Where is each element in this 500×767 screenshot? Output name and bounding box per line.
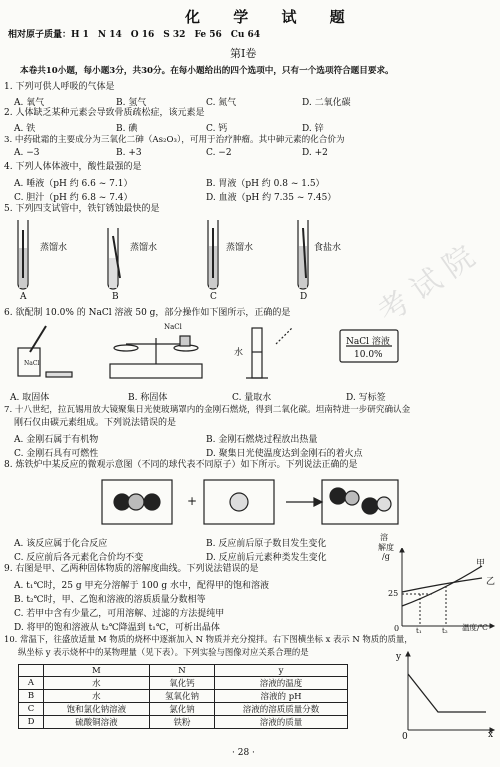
q10-graph (398, 650, 498, 736)
q4-option-b: B. 胃液（pH 约 0.8 ~ 1.5） (206, 179, 325, 189)
q5-test-tubes-figure (8, 218, 368, 302)
q9-option-d: D. 将甲的饱和溶液从 t₂℃降温到 t₁℃，可析出晶体 (14, 623, 220, 633)
q7-option-b: B. 金刚石燃烧过程放出热量 (206, 435, 318, 445)
q9-stem: 9. 右图是甲、乙两种固体物质的溶解度曲线。下列说法错误的是 (4, 564, 259, 574)
table-header-row (19, 665, 348, 677)
q6-stem: 6. 欲配制 10.0% 的 NaCl 溶液 50 g，部分操作如下图所示，正确的是 (4, 308, 291, 318)
q9-graph-t2: t₂ (442, 627, 448, 635)
q1-option-b: B. 氢气 (116, 98, 147, 108)
q8-plus-sign: + (187, 494, 198, 508)
q5-tube-b-label: 蒸馏水 (130, 243, 158, 253)
q7-option-c: C. 金刚石具有可燃性 (14, 449, 99, 459)
q10-graph-y-label: y (396, 652, 402, 662)
q1-option-a: A. 氧气 (14, 98, 45, 108)
q6-label-line1: NaCl 溶液 (346, 337, 390, 347)
table-cell: 溶液的溶质质量分数 (215, 703, 348, 716)
table-header-cell: y (215, 665, 348, 677)
q9-graph-yi: 乙 (486, 577, 496, 587)
table-cell: D (19, 716, 44, 729)
table-cell: A (19, 677, 44, 690)
q9-graph-jia: 甲 (476, 559, 486, 569)
q9-graph-xlabel: 温度/℃ (462, 623, 488, 632)
table-cell: 铁粉 (149, 716, 214, 729)
q8-option-d: D. 反应前后元素种类发生变化 (206, 553, 327, 563)
q7-stem-line1: 7. 十八世纪，拉瓦锡用放大镜聚集日光使玻璃罩内的金刚石燃烧，得到二氧化碳。坦南特进一步研究确认金 (4, 405, 411, 415)
q9-option-b: B. t₂℃时，甲、乙饱和溶液的溶质质量分数相等 (14, 595, 206, 605)
q8-option-c: C. 反应前后各元素化合价均不变 (14, 553, 144, 563)
q1-stem: 1. 下列可供人呼吸的气体是 (4, 82, 115, 92)
q6-operations-figure (10, 322, 400, 384)
q5-option-b: B (112, 292, 119, 302)
q5-stem: 5. 下列四支试管中，铁钉锈蚀最快的是 (4, 204, 160, 214)
table-row (19, 690, 348, 703)
q2-option-d: D. 锌 (302, 124, 324, 134)
q2-option-c: C. 钙 (206, 124, 228, 134)
instructions: 本卷共10小题，每小题3分，共30分。在每小题给出的四个选项中，只有一个选项符合题目要求。 (20, 66, 394, 76)
q6-label-line2: 10.0% (354, 350, 383, 360)
q3-option-d: D. +2 (302, 148, 328, 158)
q8-reaction-figure (100, 478, 400, 528)
q9-graph-ylabel-2: 解度 (378, 543, 394, 552)
atomic-masses: 相对原子质量：H 1 N 14 O 16 S 32 Fe 56 Cu 64 (8, 30, 261, 40)
table-row (19, 716, 348, 729)
q3-option-a: A. −3 (14, 148, 40, 158)
q7-option-a: A. 金刚石属于有机物 (14, 435, 99, 445)
q7-option-d: D. 聚集日光使温度达到金刚石的着火点 (206, 449, 363, 459)
table-row (19, 703, 348, 716)
q3-option-b: B. +3 (116, 148, 142, 158)
q2-option-b: B. 碘 (116, 124, 138, 134)
table-cell: B (19, 690, 44, 703)
q9-graph-t1: t₁ (416, 627, 422, 635)
q6-option-b: B. 称固体 (128, 393, 168, 403)
q10-graph-x-label: x (488, 730, 494, 740)
q10-table (18, 664, 348, 729)
table-header-cell: M (44, 665, 150, 677)
table-row (19, 677, 348, 690)
volume-title: 第Ⅰ卷 (230, 47, 257, 60)
q6-option-d: D. 写标签 (346, 393, 386, 403)
q6-nacl-bottle-label: NaCl (24, 360, 40, 367)
table-cell: 溶液的 pH (215, 690, 348, 703)
q5-option-d: D (300, 292, 308, 302)
q9-option-c: C. 若甲中含有少量乙，可用溶解、过滤的方法提纯甲 (14, 609, 225, 619)
q9-graph-25: 25 (388, 589, 399, 598)
q5-option-c: C (210, 292, 217, 302)
table-cell: C (19, 703, 44, 716)
q2-stem: 2. 人体缺乏某种元素会导致骨质疏松症，该元素是 (4, 108, 205, 118)
table-cell: 饱和氯化钠溶液 (44, 703, 150, 716)
q3-stem: 3. 中药砒霜的主要成分为三氧化二砷（As₂O₃），可用于治疗肿瘤。其中砷元素的化合价为 (4, 135, 345, 145)
q9-graph-ylabel-3: /g (382, 552, 390, 561)
q4-option-a: A. 唾液（pH 约 6.6 ~ 7.1） (14, 179, 133, 189)
q6-water-label: 水 (234, 348, 244, 358)
q4-option-c: C. 胆汁（pH 约 6.8 ~ 7.4） (14, 193, 133, 203)
table-cell: 溶液的质量 (215, 716, 348, 729)
table-cell: 氢氧化钠 (149, 690, 214, 703)
q10-graph-origin: 0 (402, 732, 408, 742)
table-header-cell (19, 665, 44, 677)
table-cell: 氯化钠 (149, 703, 214, 716)
q10-stem-line1: 10. 常温下，往盛放适量 M 物质的烧杯中逐渐加入 N 物质并充分搅拌。右下图横坐标 x 表示 N 物质的质量， (4, 634, 413, 644)
q5-tube-a-label: 蒸馏水 (40, 243, 68, 253)
q3-option-c: C. −2 (206, 148, 232, 158)
q4-stem: 4. 下列人体体液中，酸性最强的是 (4, 162, 142, 172)
q5-tube-c-label: 蒸馏水 (226, 243, 254, 253)
page-title: 化 学 试 题 (185, 8, 359, 26)
q8-stem: 8. 炼铁炉中某反应的微观示意图（不同的球代表不同原子）如下所示。下列说法正确的是 (4, 460, 358, 470)
page-number: · 28 · (232, 748, 255, 758)
q8-option-b: B. 反应前后原子数目发生变化 (206, 539, 327, 549)
q9-graph-origin: 0 (394, 624, 400, 633)
table-cell: 水 (44, 690, 150, 703)
table-cell: 水 (44, 677, 150, 690)
table-cell: 氧化钙 (149, 677, 214, 690)
q1-option-c: C. 氮气 (206, 98, 237, 108)
q5-option-a: A (20, 292, 27, 302)
q4-option-d: D. 血液（pH 约 7.35 ~ 7.45） (206, 193, 337, 203)
q2-option-a: A. 铁 (14, 124, 36, 134)
table-cell: 硫酸铜溶液 (44, 716, 150, 729)
q8-option-a: A. 该反应属于化合反应 (14, 539, 108, 549)
q10-stem-line2: 纵坐标 y 表示烧杯中的某物理量（见下表）。下列实验与图像对应关系合理的是 (18, 647, 309, 657)
q7-stem-line2: 刚石仅由碳元素组成。下列说法错误的是 (14, 418, 177, 428)
q9-graph-ylabel-1: 溶 (380, 533, 388, 542)
q6-option-c: C. 量取水 (232, 393, 272, 403)
q6-nacl-balance-label: NaCl (164, 323, 182, 331)
q6-option-a: A. 取固体 (10, 393, 50, 403)
watermark: 考 试 院 (371, 239, 482, 331)
table-cell: 溶液的温度 (215, 677, 348, 690)
q1-option-d: D. 二氧化碳 (302, 98, 351, 108)
q9-option-a: A. t₁℃时，25 g 甲充分溶解于 100 g 水中，配得甲的饱和溶液 (14, 581, 269, 591)
q5-tube-d-label: 食盐水 (314, 243, 342, 253)
table-header-cell: N (149, 665, 214, 677)
